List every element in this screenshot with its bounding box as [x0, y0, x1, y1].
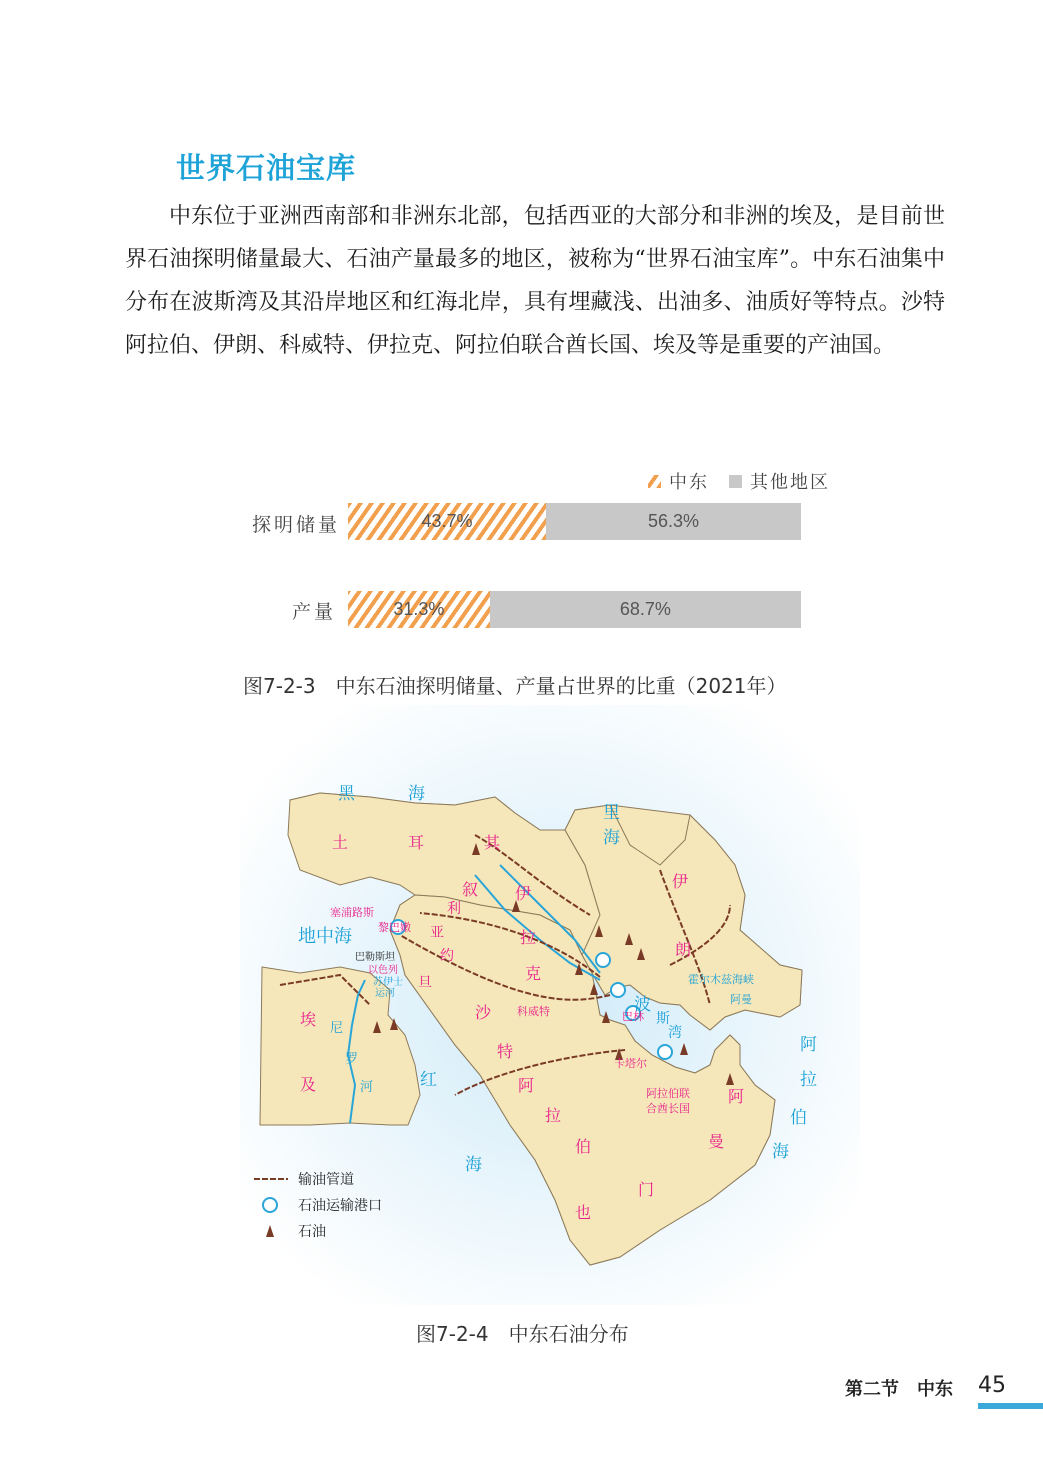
- label-yemen-1: 门: [638, 1180, 655, 1199]
- sea-red-2: 海: [465, 1155, 482, 1175]
- label-turkey-1: 土: [332, 833, 349, 852]
- label-nile-1: 尼: [330, 1021, 344, 1036]
- label-hormuz: 霍尔木兹海峡: [688, 973, 754, 986]
- chart-caption: 图7-2-3 中东石油探明储量、产量占世界的比重（2021年）: [243, 674, 787, 698]
- label-suez-1: 苏伊士: [373, 977, 403, 988]
- sea-caspian-1: 里: [603, 803, 620, 823]
- label-cyprus: 塞浦路斯: [330, 906, 374, 919]
- footer-bar: [978, 1403, 1043, 1409]
- port-icon: [611, 983, 625, 997]
- sea-gulf-2: 斯: [656, 1011, 670, 1027]
- sea-mediterranean: 地中海: [298, 926, 352, 947]
- section-title: 世界石油宝库: [176, 151, 357, 185]
- label-syria-3: 亚: [430, 925, 444, 941]
- legend-label-middle-east: 中东: [669, 472, 709, 493]
- bar-chart: [240, 460, 840, 650]
- label-nile-3: 河: [360, 1080, 374, 1095]
- label-turkey-3: 其: [484, 833, 501, 852]
- label-lebanon: 黎巴嫩: [378, 921, 411, 934]
- legend-swatch-other: [729, 475, 742, 488]
- category-label-reserves: 探明储量: [252, 514, 341, 536]
- sea-arabian-3: 伯: [790, 1108, 807, 1128]
- label-bahrain: 巴林: [622, 1010, 644, 1023]
- label-egypt-1: 埃: [300, 1010, 317, 1029]
- label-palestine: 巴勒斯坦: [355, 952, 395, 963]
- page-number: 45: [978, 1373, 1006, 1398]
- bar-label-production-middle-east: 31.3%: [393, 599, 445, 619]
- label-uae-1: 阿拉伯联: [646, 1087, 690, 1100]
- label-qatar: 卡塔尔: [614, 1057, 647, 1070]
- bar-row-production: [348, 591, 801, 628]
- legend-oil-label: 石油: [298, 1224, 326, 1240]
- body-paragraph: 中东位于亚洲西南部和非洲东北部，包括西亚的大部分和非洲的埃及，是目前世界石油探明储量最大、石油产量最多的地区，被称为“世界石油宝库”。中东石油集中分布在波斯湾及其沿岸地区和红海北岸，具有埋藏浅、出油多、油质好等特点。沙特阿拉伯、伊朗、科威特、伊拉克、阿拉伯联合酋长国、埃及等是重要的产油国。: [125, 204, 945, 358]
- port-icon: [658, 1045, 672, 1059]
- label-iraq-1: 伊: [515, 884, 532, 903]
- legend-port-icon: [263, 1198, 277, 1212]
- sea-arabian-1: 阿: [800, 1035, 817, 1055]
- bar-label-reserves-middle-east: 43.7%: [421, 511, 473, 531]
- category-label-production: 产量: [292, 601, 337, 623]
- legend-pipeline-label: 输油管道: [298, 1172, 354, 1188]
- label-saudi-5: 伯: [575, 1137, 592, 1156]
- chart-legend: [648, 468, 830, 494]
- label-oman-gulf: 阿曼: [730, 993, 752, 1006]
- sea-red-1: 红: [420, 1070, 437, 1090]
- sea-black-2: 海: [408, 784, 425, 804]
- bar-production-other: [490, 591, 801, 628]
- bar-row-reserves: [348, 503, 801, 540]
- footer-section: 第二节 中东: [845, 1379, 953, 1400]
- label-egypt-2: 及: [300, 1075, 317, 1094]
- map-caption: 图7-2-4 中东石油分布: [416, 1322, 629, 1346]
- legend-swatch-middle-east: [648, 475, 661, 488]
- legend-port-label: 石油运输港口: [298, 1198, 382, 1214]
- sea-caspian-2: 海: [603, 828, 620, 848]
- sea-gulf-3: 湾: [668, 1025, 682, 1041]
- label-syria-1: 叙: [462, 880, 479, 899]
- label-syria-2: 利: [447, 901, 461, 917]
- label-saudi-3: 阿: [518, 1076, 535, 1095]
- sea-arabian-2: 拉: [800, 1070, 817, 1090]
- sea-gulf-1: 波: [634, 995, 651, 1015]
- label-jordan-2: 旦: [418, 975, 432, 991]
- middle-east-oil-map: [240, 705, 860, 1305]
- label-israel: 以色列: [368, 965, 398, 976]
- bar-label-production-other: 68.7%: [619, 599, 671, 619]
- label-nile-2: 罗: [345, 1052, 359, 1067]
- label-saudi-1: 沙: [475, 1003, 492, 1022]
- label-suez-2: 运河: [375, 988, 395, 999]
- label-iraq-2: 拉: [520, 928, 537, 947]
- label-kuwait: 科威特: [517, 1005, 550, 1018]
- label-iran-1: 伊: [672, 872, 689, 891]
- sea-arabian-4: 海: [772, 1142, 789, 1162]
- label-oman-1: 阿: [728, 1087, 745, 1106]
- bar-label-reserves-other: 56.3%: [647, 511, 699, 531]
- label-yemen-2: 也: [575, 1203, 592, 1222]
- label-saudi-4: 拉: [545, 1106, 562, 1125]
- label-saudi-2: 特: [497, 1042, 514, 1061]
- bar-reserves-middle-east: [348, 503, 546, 540]
- label-iran-2: 朗: [675, 940, 692, 959]
- legend-label-other: 其他地区: [750, 472, 830, 493]
- label-uae-2: 合酋长国: [646, 1102, 690, 1115]
- sea-black-1: 黑: [338, 784, 355, 804]
- bar-reserves-other: [546, 503, 801, 540]
- label-jordan-1: 约: [440, 948, 454, 964]
- bar-production-middle-east: [348, 591, 490, 628]
- label-turkey-2: 耳: [408, 833, 425, 852]
- label-oman-2: 曼: [708, 1132, 725, 1151]
- port-icon: [596, 953, 610, 967]
- label-iraq-3: 克: [525, 964, 542, 983]
